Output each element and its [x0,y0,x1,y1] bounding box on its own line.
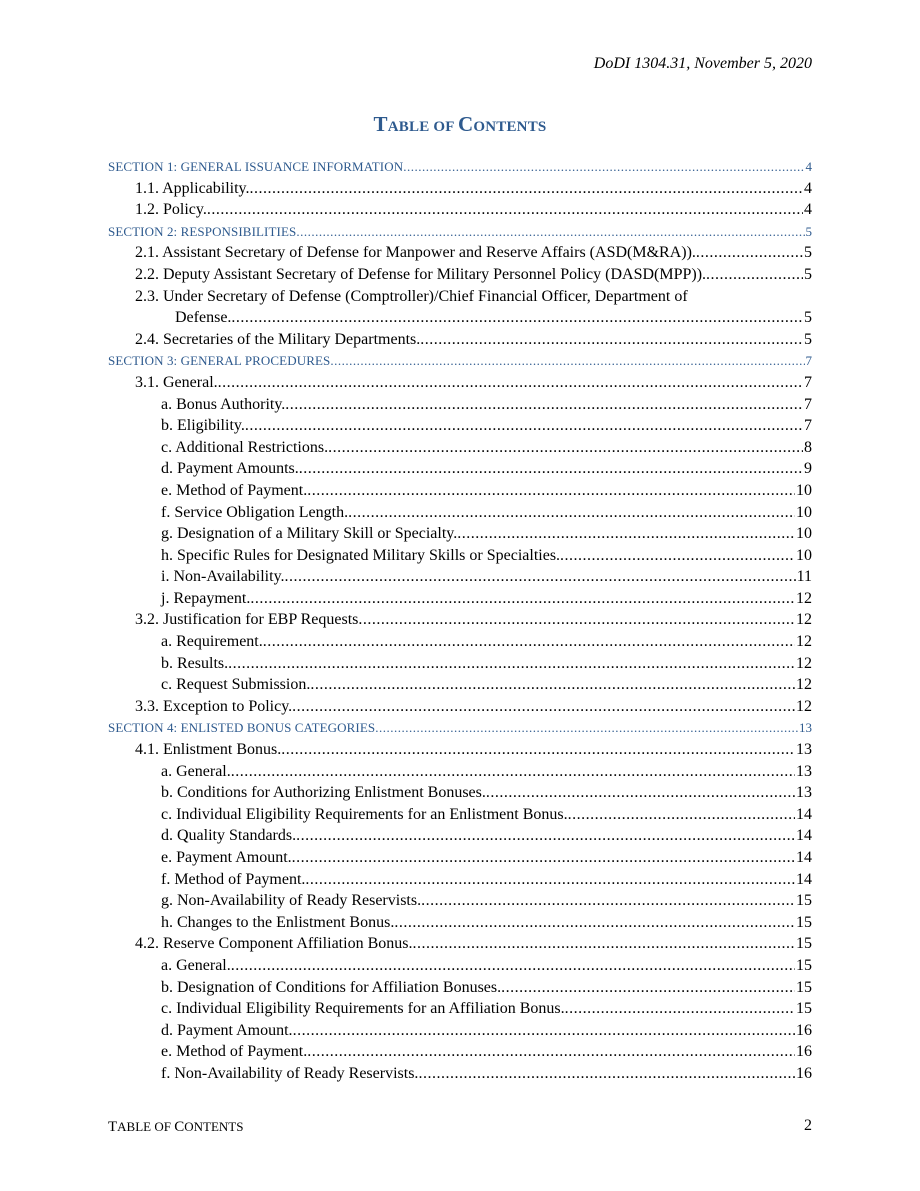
toc-entry-link[interactable] [108,199,812,221]
toc-entry-label: h. Specific Rules for Designated Military Skills or Specialties. [161,546,561,564]
toc-dot-leader [207,199,803,221]
footer-part-2: ONTENTS [184,1119,244,1134]
toc-entry-label: f. Method of Payment. [161,870,306,888]
toc-entry-label: d. Payment Amounts. [161,460,299,478]
toc-dot-leader [418,1063,795,1085]
toc-dot-leader [330,350,804,372]
toc-page-number: 7 [804,395,812,413]
toc-page-number: 15 [796,956,812,974]
toc-page-number: 14 [796,870,812,888]
toc-dot-leader [231,761,795,783]
toc-page-number: 10 [796,546,812,564]
toc-section-link[interactable] [108,156,812,178]
toc-dot-leader [228,653,795,675]
toc-entry-label: 3.1. General. [135,373,218,391]
toc-entry-label: g. Designation of a Military Skill or Specialty. [161,525,458,543]
toc-entry-link[interactable] [108,912,812,934]
toc-dot-leader [299,458,803,480]
toc-entry-link[interactable] [108,1063,812,1085]
toc-entry-link[interactable] [108,545,812,567]
toc-dot-leader [486,782,795,804]
toc-page-number: 12 [796,697,812,715]
toc-entry-label: 2.1. Assistant Secretary of Defense for Manpower and Reserve Affairs (ASD(M&RA)). [135,244,696,262]
toc-dot-leader [231,955,795,977]
toc-page-number: 7 [804,373,812,391]
toc-page-number: 15 [796,892,812,910]
toc-page-number: 16 [796,1064,812,1082]
toc-dot-leader [305,869,795,891]
toc-page-number: 9 [804,460,812,478]
toc-page-number: 15 [796,978,812,996]
footer-part-1: ABLE OF [117,1119,175,1134]
toc-entry-link[interactable] [108,955,812,977]
toc-dot-leader [420,329,803,351]
toc-page-number: 4 [805,159,812,174]
toc-entry-link[interactable] [108,480,812,502]
footer-initial-t: T [108,1119,118,1135]
toc-entry-label: 3.2. Justification for EBP Requests [135,611,359,629]
toc-section-link[interactable] [108,221,812,243]
toc-entry-link[interactable] [108,825,812,847]
toc-entry-label: c. Request Submission. [161,676,311,694]
toc-entry-link[interactable] [108,847,812,869]
toc-entry-label: e. Method of Payment. [161,481,308,499]
toc-entry-label: SECTION 3: GENERAL PROCEDURES [108,353,331,369]
toc-entry-label: e. Payment Amount. [161,849,292,866]
toc-entry-label: 1.2. Policy. [135,201,207,219]
toc-entry-link[interactable] [108,609,812,631]
toc-entry-label: Defense. [175,309,232,327]
toc-entry-label: 2.4. Secretaries of the Military Departments. [135,330,421,348]
toc-entry-link[interactable] [108,1020,812,1042]
toc-entry-label: c. Individual Eligibility Requirements for an Affiliation Bonus. [161,1000,565,1018]
toc-entry-link[interactable] [108,286,812,308]
toc-entry-link[interactable] [108,394,812,416]
toc-entry-link[interactable] [108,329,812,351]
toc-dot-leader [245,415,803,437]
toc-entry-link[interactable] [108,631,812,653]
toc-dot-leader [218,372,803,394]
toc-page-number: 4 [804,179,812,197]
toc-page-number: 10 [796,481,812,499]
toc-entry-link[interactable] [108,415,812,437]
table-of-contents [108,156,812,1085]
toc-page-number: 5 [804,265,812,283]
toc-entry-label: f. Service Obligation Length. [161,503,349,521]
toc-page-number: 5 [805,223,812,239]
toc-entry-link[interactable] [108,890,812,912]
toc-entry-link[interactable] [108,761,812,783]
toc-entry-label: SECTION 1: GENERAL ISSUANCE INFORMATION [108,159,404,174]
toc-entry-label: b. Results. [161,654,229,672]
document-reference: DoDI 1304.31, November 5, 2020 [593,55,812,72]
toc-dot-leader [696,242,803,264]
toc-entry-label: a. General. [161,762,231,780]
toc-dot-leader [250,178,803,200]
toc-page-number: 11 [796,568,812,586]
toc-entry-label: e. Method of Payment. [161,1043,308,1061]
toc-dot-leader [560,545,795,567]
toc-entry-link[interactable] [108,977,812,999]
footer-initial-c: C [174,1119,185,1135]
toc-page-number: 12 [796,633,812,651]
toc-entry-label: 2.3. Under Secretary of Defense (Comptroller)/Chief Financial Officer, Department of [135,287,688,305]
toc-entry-link[interactable] [108,264,812,286]
toc-page-number: 8 [804,438,812,456]
toc-dot-leader [565,998,795,1020]
toc-page-number: 10 [796,503,812,521]
toc-page-number: 4 [804,201,812,219]
title-initial-c: C [457,112,474,136]
toc-dot-leader [375,717,798,739]
toc-page-number: 13 [796,784,812,802]
toc-entry-link[interactable] [108,1041,812,1063]
toc-dot-leader [394,912,795,934]
toc-page-number: 13 [796,762,812,780]
toc-entry-label: c. Individual Eligibility Requirements for an Enlistment Bonus. [161,805,568,823]
toc-entry-label: 4.2. Reserve Component Affiliation Bonus. [135,935,413,953]
toc-entry-label: a. Bonus Authority. [161,395,286,413]
toc-entry-link[interactable] [108,502,812,524]
toc-entry-label: b. Designation of Conditions for Affiliation Bonuses. [161,978,502,996]
toc-entry-label: 3.3. Exception to Policy. [135,697,293,715]
toc-entry-link[interactable] [108,566,812,588]
toc-entry-link[interactable] [108,372,812,394]
title-initial-t: T [373,112,388,136]
toc-entry-link[interactable] [108,523,812,545]
toc-page-number: 14 [796,827,812,845]
toc-dot-leader [296,221,804,243]
toc-entry-link[interactable] [108,869,812,891]
toc-page-number: 5 [804,244,812,262]
toc-dot-leader [296,825,795,847]
toc-entry-link[interactable] [108,674,812,696]
toc-entry-link[interactable] [108,804,812,826]
toc-entry-link[interactable] [108,178,812,200]
toc-dot-leader [328,437,803,459]
toc-entry-label: b. Conditions for Authorizing Enlistment Bonuses. [161,784,486,802]
toc-page-number: 5 [804,330,812,348]
page-number: 2 [804,1117,812,1134]
toc-page-number: 13 [799,720,812,736]
toc-page-number: 15 [796,935,812,953]
toc-entry-label: h. Changes to the Enlistment Bonus. [161,913,395,931]
toc-dot-leader [285,394,803,416]
toc-dot-leader [250,588,795,610]
toc-dot-leader [285,566,796,588]
toc-entry-label: g. Non-Availability of Ready Reservists. [161,892,422,910]
toc-entry-link[interactable] [108,307,812,329]
toc-page-number: 14 [796,849,812,866]
toc-entry-label: b. Eligibility. [161,417,245,435]
toc-dot-leader [457,523,795,545]
toc-dot-leader [292,696,795,718]
footer-section-label [108,1119,243,1136]
toc-entry-label: i. Non-Availability. [161,568,285,586]
toc-entry-label: a. Requirement. [161,633,263,651]
toc-entry-label: SECTION 4: ENLISTED BONUS CATEGORIES [108,720,376,736]
title-part-2: ONTENTS [473,119,547,135]
toc-entry-label: j. Repayment. [161,589,251,607]
toc-page-number: 16 [796,1043,812,1061]
toc-entry-label: 1.1. Applicability. [135,179,250,197]
toc-page-number: 14 [796,805,812,823]
toc-page-number: 12 [796,611,812,629]
toc-entry-label: 2.2. Deputy Assistant Secretary of Defense for Military Personnel Policy (DASD(MPP)). [135,265,707,283]
toc-entry-link[interactable] [108,998,812,1020]
toc-entry-link[interactable] [108,739,812,761]
toc-page-number: 16 [796,1021,812,1039]
toc-entry-link[interactable] [108,437,812,459]
toc-page-number: 15 [796,1000,812,1018]
title-part-1: ABLE OF [387,119,458,135]
toc-dot-leader [292,847,795,869]
toc-dot-leader [307,1041,795,1063]
toc-entry-label: d. Quality Standards. [161,827,297,845]
toc-entry-link[interactable] [108,242,812,264]
toc-dot-leader [263,631,795,653]
toc-entry-label: c. Additional Restrictions. [161,438,329,456]
toc-section-link[interactable] [108,350,812,372]
toc-page-number: 13 [796,741,812,759]
toc-page-number: 7 [805,353,812,369]
toc-page-number: 12 [796,589,812,607]
toc-dot-leader [568,804,795,826]
toc-entry-label: f. Non-Availability of Ready Reservists. [161,1064,419,1082]
toc-entry-link[interactable] [108,458,812,480]
toc-page-number: 12 [796,654,812,672]
toc-page-number: 10 [796,525,812,543]
toc-entry-link[interactable] [108,933,812,955]
toc-dot-leader [293,1020,795,1042]
toc-entry-link[interactable] [108,653,812,675]
toc-entry-link[interactable] [108,782,812,804]
toc-entry-link[interactable] [108,696,812,718]
toc-entry-label: 4.1. Enlistment Bonus. [135,741,282,759]
toc-dot-leader [706,264,803,286]
toc-dot-leader [307,480,795,502]
toc-section-link[interactable] [108,717,812,739]
toc-dot-leader [501,977,795,999]
toc-entry-label: d. Payment Amount. [161,1021,293,1039]
toc-entry-link[interactable] [108,588,812,610]
toc-entry-label: SECTION 2: RESPONSIBILITIES [108,223,297,239]
toc-dot-leader [358,609,795,631]
toc-page-number: 15 [796,913,812,931]
toc-dot-leader [310,674,795,696]
toc-dot-leader [412,933,795,955]
toc-dot-leader [403,156,804,178]
toc-page-number: 5 [804,309,812,327]
page-title [0,112,920,137]
toc-dot-leader [421,890,795,912]
toc-page-number: 12 [796,676,812,694]
toc-page-number: 7 [804,417,812,435]
toc-dot-leader [281,739,795,761]
toc-entry-label: a. General. [161,956,231,974]
toc-dot-leader [348,502,795,524]
toc-dot-leader [231,307,803,329]
